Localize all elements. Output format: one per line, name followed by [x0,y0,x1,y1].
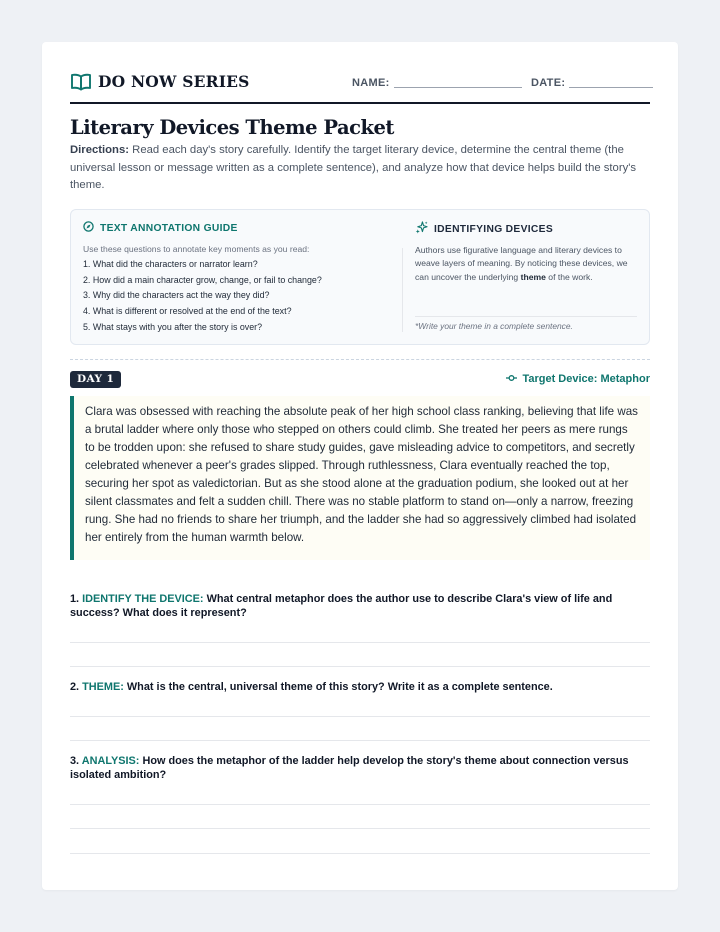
annotation-question: 4. What is different or resolved at the end of the text? [83,306,292,317]
directions [70,142,650,195]
question-text: What is the central, universal theme of this story? Write it as a complete sentence. [126,681,553,693]
header [70,72,650,104]
question-2 [70,680,650,694]
theme-emphasis: theme [520,271,546,282]
question-tag: ANALYSIS: [81,755,140,767]
answer-line[interactable] [70,828,650,829]
annotation-question: 3. Why did the characters act the way they did? [83,290,270,301]
date-label: DATE: [531,77,566,89]
answer-line[interactable] [70,716,650,717]
name-blank-line[interactable] [394,79,522,88]
annotation-question: 2. How did a main character grow, change, or fail to change? [83,274,322,285]
question-number: 1. [70,593,80,605]
key-icon [506,373,517,385]
date-field[interactable] [531,77,653,89]
identifying-devices [415,221,637,284]
brand-title: DO NOW SERIES [98,72,250,91]
annotation-question: 1. What did the characters or narrator learn? [83,259,258,269]
target-device [506,373,650,385]
worksheet-page [42,42,678,890]
identifying-devices-heading [415,221,637,237]
question-text: What central metaphor does the author use to describe Clara's view of life and success? What does it represent? [70,593,613,619]
identifying-devices-text [415,244,637,284]
identifying-text-part: Authors use figurative language and literary devices to weave layers of meaning. By noticing these devices, we can uncover the underlying [415,245,628,282]
question-1 [70,592,650,620]
date-blank-line[interactable] [569,79,653,88]
question-number: 3. [70,755,80,767]
identifying-text-part: of the work. [545,271,593,282]
annotation-question-list [83,257,383,336]
annotation-guide-title: TEXT ANNOTATION GUIDE [100,222,238,234]
name-field[interactable] [352,77,522,89]
directions-text: Read each day's story carefully. Identify the target literary device, determine the central theme (the universal lesson or message written as a complete sentence), and analyze how that device helps build the story's theme. [70,144,637,191]
annotation-guide-heading [83,221,383,235]
name-label: NAME: [352,77,390,89]
annotation-guide-box [70,209,650,345]
open-book-icon [70,73,92,91]
compass-icon [83,221,94,235]
brand [70,72,250,91]
sparkle-icon [415,221,428,237]
question-tag: IDENTIFY THE DEVICE: [82,593,204,605]
target-device-label: Target Device: Metaphor [522,373,650,385]
section-divider [70,359,650,360]
page-title: Literary Devices Theme Packet [70,116,394,139]
annotation-question: 5. What stays with you after the story is over? [83,321,263,332]
question-tag: THEME: [82,681,124,693]
story-passage [70,396,650,560]
directions-label: Directions: [70,144,130,156]
annotation-guide [83,221,383,336]
answer-line[interactable] [70,666,650,667]
identifying-devices-title: IDENTIFYING DEVICES [434,223,553,235]
guide-divider [402,248,403,332]
annotation-guide-intro: Use these questions to annotate key moments as you read: [83,244,310,254]
question-text: How does the metaphor of the ladder help develop the story's theme about connection versus isolated ambition? [70,755,629,781]
question-3 [70,754,650,782]
question-number: 2. [70,681,80,693]
answer-line[interactable] [70,853,650,854]
answer-line[interactable] [70,804,650,805]
answer-line[interactable] [70,642,650,643]
theme-footnote: *Write your theme in a complete sentence. [415,316,637,331]
answer-line[interactable] [70,740,650,741]
day-badge: DAY 1 [70,371,121,388]
story-text: Clara was obsessed with reaching the absolute peak of her high school class ranking, believing that life was a brutal ladder where only those who stepped on others could climb. She treated her peers as mere rungs to be trodden upon: she refused to share study guides, gave misleading advice to competitors, and secretly celebrated whenever a peer's grades slipped. Through ruthlessness, Clara eventually reached the top, securing her spot as valedictorian. But as she stood alone at the graduation podium, she looked out at her silent classmates and felt a sudden chill. There was no stable platform to stand on—only a narrow, freezing rung. She had no friends to share her triumph, and the ladder she had so aggressively climbed had isolated her entirely from the human warmth below. [85,405,638,544]
